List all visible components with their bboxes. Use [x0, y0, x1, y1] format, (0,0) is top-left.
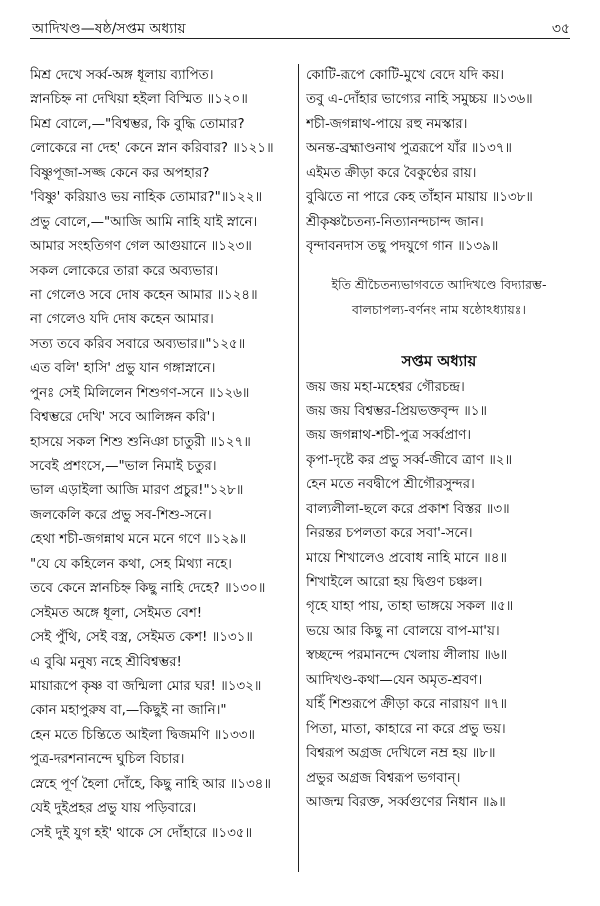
verse-line: না গেলেও যদি দোষ কহেন আমার। [30, 312, 214, 328]
verse-line: পুত্র-দরশনানন্দে ঘুচিল বিচার। [30, 752, 185, 768]
colophon-line: ইতি শ্রীচৈতন্যভাগবতে আদিখণ্ডে বিদ্যারম্ভ- [331, 276, 547, 292]
verse-line: মিশ্র বোলে,—"বিশ্বম্ভর, কি বুদ্ধি তোমার? [30, 116, 245, 132]
verse-line: সেই পুঁথি, সেই বস্ত্র, সেইমত কেশ! ॥১৩১॥ [30, 630, 253, 646]
verse-line: কোটি-রূপে কোটি-মুখে বেদে যদি কয়। [306, 68, 505, 83]
verse-line: শিখাইলে আরো হয় দ্বিগুণ চঞ্চল। [306, 575, 483, 590]
verse-line: আদিখণ্ড-কথা—যেন অমৃত-শ্রবণ। [306, 672, 483, 688]
verse-line: "যে যে কহিলেন কথা, সেহ মিথ্যা নহে। [30, 556, 232, 572]
verse-line: 'বিষ্ণু' করিয়াও ভয় নাহিক তোমার?"॥১২২॥ [30, 190, 263, 206]
verse-line: এত বলি' হাসি' প্রভু যান গঙ্গাস্নানে। [30, 361, 216, 377]
verse-line: সকল লোকেরে তারা করে অব্যভার। [30, 263, 219, 279]
verse-line: জয় জগন্নাথ-শচী-পুত্র সর্ব্বপ্রাণ। [306, 428, 471, 444]
verse-line: সত্য তবে করিব সবারে অব্যভার॥"১২৫॥ [30, 336, 246, 352]
verse-line: যহিঁ শিশুরূপে ক্রীড়া করে নারায়ণ ॥৭॥ [306, 697, 507, 713]
verse-line: মিশ্র দেখে সর্ব্ব-অঙ্গ ধূলায় ব্যাপিত। [30, 68, 214, 83]
verse-line: শচী-জগন্নাথ-পায়ে রহু নমস্কার। [306, 116, 468, 132]
verse-line: বিশ্বম্ভরে দেখি' সবে আলিঙ্গন করি'। [30, 410, 216, 426]
left-column [30, 64, 292, 846]
verse-line: কোন মহাপুরুষ বা,—কিছুই না জানি।" [30, 703, 227, 719]
verse-line: তবে কেনে স্নানচিহ্ন কিছু নাহি দেহে? ॥১৩০॥ [30, 581, 266, 597]
verse-line: আমার সংহতিগণ গেল আগুয়ানে ॥১২৩॥ [30, 239, 252, 255]
verse-line: সেই দুই যুগ হই' থাকে সে দোঁহারে ॥১৩৫॥ [30, 825, 253, 841]
right-column [306, 64, 572, 815]
verse-line: না গেলেও সবে দোষ কহেন আমার ॥১২৪॥ [30, 287, 258, 303]
verse-line: যেই দুইপ্রহর প্রভু যায় পড়িবারে। [30, 801, 197, 817]
verse-line: জলকেলি করে প্রভু সব-শিশু-সনে। [30, 507, 212, 523]
verse-line: শ্রীকৃষ্ণচৈতন্য-নিত্যানন্দচান্দ জান। [306, 214, 484, 230]
verse-line: জয় জয় বিশ্বম্ভর-প্রিয়ভক্তবৃন্দ ॥১॥ [306, 403, 487, 419]
verse-line: কৃপা-দৃষ্টে কর প্রভু সর্ব্ব-জীবে ত্রাণ ॥২॥ [306, 452, 513, 468]
verse-line: এইমত ক্রীড়া করে বৈকুণ্ঠের রায়। [306, 165, 477, 181]
verse-line: ভাল এড়াইলা আজি মারণ প্রচুর!"১২৮॥ [30, 483, 244, 499]
verse-line: স্নেহে পূর্ণ হৈলা দোঁহে, কিছু নাহি আর ॥১৩৪॥ [30, 776, 271, 792]
verse-line: মায়ারূপে কৃষ্ণ বা জন্মিলা মোর ঘর! ॥১৩২॥ [30, 678, 262, 694]
verse-line: ভয়ে আর কিছু না বোলয়ে বাপ-মা'য়। [306, 623, 500, 639]
running-header [30, 14, 570, 39]
verse-line: অনন্ত-ব্রহ্মাণ্ডনাথ পুত্ররূপে যাঁর ॥১৩৭॥ [306, 141, 512, 157]
chapter-colophon [306, 272, 572, 322]
verse-line: আজন্ম বিরক্ত, সর্ব্বগুণের নিধান ॥৯॥ [306, 794, 506, 810]
verse-line: হেন মতে নবদ্বীপে শ্রীগৌরসুন্দর। [306, 477, 475, 493]
verse-line: বিশ্বরূপ অগ্রজ দেখিলে নম্র হয় ॥৮॥ [306, 746, 496, 762]
verse-line: হাসয়ে সকল শিশু শুনিঞা চাতুরী ॥১২৭॥ [30, 434, 251, 450]
chapter-seven-verses [306, 376, 572, 816]
verse-line: হেন মতে চিন্তিতে আইলা দ্বিজমণি ॥১৩৩॥ [30, 727, 255, 743]
verse-line: মায়ে শিখালেও প্রবোধ নাহি মানে ॥৪॥ [306, 550, 508, 566]
verse-line: গৃহে যাহা পায়, তাহা ভাঙ্গয়ে সকল ॥৫॥ [306, 599, 514, 615]
verse-line: স্নানচিহ্ন না দেখিয়া হইলা বিস্মিত ॥১২০॥ [30, 92, 248, 108]
verse-line: বুঝিতে না পারে কেহ তাঁহান মায়ায় ॥১৩৮॥ [306, 190, 533, 206]
colophon-line: বালচাপল্য-বর্ণনং নাম ষষ্ঠোঽধ্যায়ঃ। [351, 301, 527, 317]
verse-line: এ বুঝি মনুষ্য নহে শ্রীবিশ্বম্ভর! [30, 654, 182, 670]
verse-line: তবু এ-দোঁহার ভাগ্যের নাহি সমুচ্চয় ॥১৩৬॥ [306, 92, 533, 108]
verse-line: নিরন্তর চপলতা করে সবা'-সনে। [306, 526, 473, 542]
column-divider [298, 64, 299, 872]
verse-line: প্রভুর অগ্রজ বিশ্বরূপ ভগবান্। [306, 770, 461, 786]
verse-line: জয় জয় মহা-মহেশ্বর গৌরচন্দ্র। [306, 379, 465, 395]
verse-line: স্বচ্ছন্দে পরমানন্দে খেলায় লীলায় ॥৬॥ [306, 648, 508, 664]
verse-line: সেইমত অঙ্গে ধূলা, সেইমত বেশ! [30, 605, 203, 621]
verse-line: সবেই প্রশংসে,—"ভাল নিমাই চতুর। [30, 459, 217, 474]
verse-line: বিষ্ণুপূজা-সজ্জ কেনে কর অপহার? [30, 165, 210, 181]
chapter-heading: সপ্তম অধ্যায় [401, 351, 477, 370]
verse-line: প্রভু বোলে,—"আজি আমি নাহি যাই স্নানে। [30, 214, 258, 230]
verse-line: বাল্যলীলা-ছলে করে প্রকাশ বিস্তর ॥৩॥ [306, 501, 510, 517]
verse-line: লোকেরে না দেহ' কেনে স্নান করিবার? ॥১২১॥ [30, 141, 274, 157]
verse-line: পুনঃ সেই মিলিলেন শিশুগণ-সনে ॥১২৬॥ [30, 385, 250, 401]
verse-line: হেথা শচী-জগন্নাথ মনে মনে গণে ॥১২৯॥ [30, 532, 247, 548]
running-title: আদিখণ্ড—ষষ্ঠ/সপ্তম অধ্যায় [32, 21, 186, 37]
verse-line: পিতা, মাতা, কাহারে না করে প্রভু ভয়। [306, 721, 506, 737]
page-number: ৩৫ [551, 21, 570, 37]
verse-line: বৃন্দাবনদাস তছু পদযুগে গান ॥১৩৯॥ [306, 239, 499, 255]
right-column-verses [306, 64, 572, 260]
